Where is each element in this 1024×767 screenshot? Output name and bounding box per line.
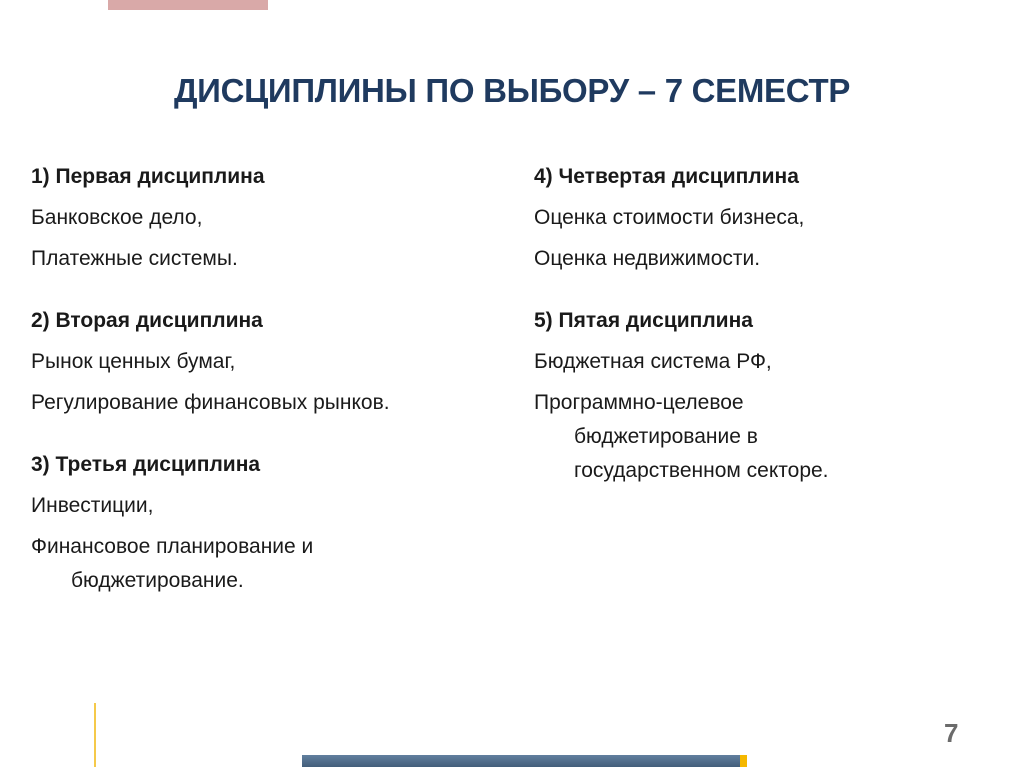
discipline-item: Бюджетная система РФ,: [534, 350, 772, 373]
discipline-item-continuation: бюджетирование.: [71, 569, 244, 592]
page-number: 7: [944, 718, 959, 748]
discipline-group-4: [534, 160, 914, 276]
bottom-decorative-bar: [302, 755, 740, 767]
discipline-item: Оценка недвижимости.: [534, 247, 761, 270]
right-column: [534, 160, 914, 516]
discipline-item: Инвестиции,: [31, 494, 154, 517]
discipline-item: Рынок ценных бумаг,: [31, 350, 236, 373]
top-decorative-bar: [108, 0, 268, 10]
discipline-group-2: [31, 304, 501, 420]
discipline-heading: 3) Третья дисциплина: [31, 453, 261, 476]
discipline-heading: 1) Первая дисциплина: [31, 165, 265, 188]
bottom-accent-marker: [740, 755, 747, 767]
discipline-item-continuation: государственном секторе.: [574, 459, 829, 482]
left-column: [31, 160, 501, 626]
discipline-item: Платежные системы.: [31, 247, 238, 270]
discipline-item: Банковское дело,: [31, 206, 203, 229]
discipline-group-1: [31, 160, 501, 276]
discipline-group-3: [31, 448, 501, 598]
discipline-item-continuation: бюджетирование в: [574, 425, 758, 448]
discipline-heading: 2) Вторая дисциплина: [31, 309, 263, 332]
discipline-group-5: [534, 304, 914, 488]
discipline-item: Оценка стоимости бизнеса,: [534, 206, 805, 229]
discipline-heading: 5) Пятая дисциплина: [534, 309, 753, 332]
discipline-item: Регулирование финансовых рынков.: [31, 391, 390, 414]
discipline-item: Финансовое планирование и: [31, 535, 314, 558]
left-vertical-rule: [94, 703, 96, 767]
discipline-heading: 4) Четвертая дисциплина: [534, 165, 799, 188]
slide-title: ДИСЦИПЛИНЫ ПО ВЫБОРУ – 7 СЕМЕСТР: [173, 72, 851, 109]
discipline-item: Программно-целевое: [534, 391, 744, 414]
